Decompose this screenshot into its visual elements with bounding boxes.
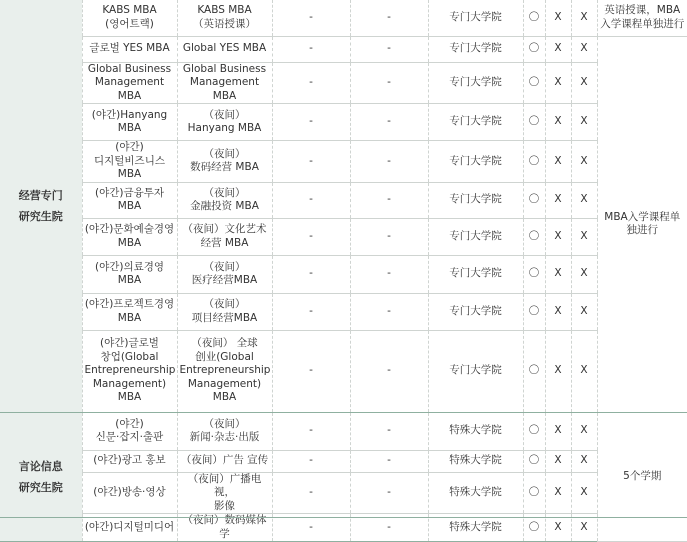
- school-type-text: 专门大学院: [449, 11, 502, 23]
- value-dash-a-text: -: [309, 267, 313, 280]
- value-dash-a-text: -: [309, 364, 313, 377]
- x-mark-1: [545, 450, 571, 472]
- x-mark-1-text: X: [554, 454, 562, 467]
- x-mark-2-text: X: [580, 486, 588, 498]
- x-mark-2-text: X: [580, 154, 588, 167]
- x-mark-2: [571, 330, 597, 412]
- program-name-korean-text: Global Business Management MBA: [87, 62, 172, 102]
- value-dash-a-text: -: [309, 454, 313, 467]
- x-mark-1: [545, 255, 571, 293]
- program-name-chinese: [177, 36, 272, 62]
- school-type-text: 特殊大学院: [449, 424, 502, 437]
- circle-mark-text: 〇: [528, 42, 540, 55]
- table-bottom-border: [0, 517, 687, 518]
- school-type-text: 专门大学院: [449, 154, 502, 167]
- value-dash-b: [350, 293, 428, 330]
- circle-mark: [523, 0, 545, 36]
- program-name-korean: [82, 182, 177, 218]
- x-mark-2-text: X: [580, 364, 588, 377]
- school-type: [428, 62, 523, 104]
- x-mark-1: [545, 293, 571, 330]
- circle-mark-text: 〇: [528, 424, 540, 437]
- circle-mark-text: 〇: [528, 267, 540, 280]
- value-dash-a-text: -: [309, 304, 313, 317]
- x-mark-1-text: X: [554, 364, 562, 377]
- school-type: [428, 218, 523, 255]
- x-mark-1-text: X: [554, 154, 562, 167]
- circle-mark: [523, 450, 545, 472]
- table-row: [0, 141, 687, 183]
- x-mark-2: [571, 450, 597, 472]
- value-dash-b-text: -: [387, 454, 391, 467]
- school-type-text: 专门大学院: [449, 193, 502, 206]
- school-type: [428, 293, 523, 330]
- program-name-chinese-text: （夜间）广播电视， 影像: [187, 472, 262, 512]
- x-mark-2: [571, 104, 597, 141]
- x-mark-2: [571, 472, 597, 514]
- x-mark-1-text: X: [554, 76, 562, 88]
- school-type: [428, 412, 523, 450]
- x-mark-2: [571, 141, 597, 183]
- circle-mark: [523, 412, 545, 450]
- value-dash-b: [350, 412, 428, 450]
- program-name-korean: [82, 330, 177, 412]
- value-dash-a: [272, 182, 350, 218]
- school-type-text: 专门大学院: [449, 115, 502, 128]
- program-name-chinese: [177, 182, 272, 218]
- school-type: [428, 36, 523, 62]
- program-name-chinese: [177, 141, 272, 183]
- program-name-chinese: [177, 450, 272, 472]
- school-name-text: 言论信息 研究生院: [18, 459, 63, 494]
- circle-mark-text: 〇: [528, 364, 540, 377]
- value-dash-b: [350, 104, 428, 141]
- x-mark-2-text: X: [580, 11, 588, 23]
- program-name-korean-text: (야간)광고 홍보: [93, 454, 166, 467]
- remark-cell-text: 5个学期: [623, 470, 662, 482]
- value-dash-b-text: -: [387, 154, 391, 167]
- program-name-korean: [82, 62, 177, 104]
- program-name-chinese: [177, 104, 272, 141]
- value-dash-a-text: -: [309, 520, 313, 533]
- value-dash-b: [350, 182, 428, 218]
- table-row: [0, 218, 687, 255]
- program-name-chinese-text: （夜间） 数码经营 MBA: [190, 147, 259, 174]
- circle-mark-text: 〇: [528, 193, 540, 206]
- value-dash-a-text: -: [309, 154, 313, 167]
- program-name-chinese-text: （夜间）数码媒体学: [182, 514, 267, 540]
- remark-cell-text: 英语授课，MBA 入学课程单独进行: [600, 4, 685, 30]
- program-name-chinese-text: （夜间） 项目经营MBA: [191, 298, 258, 324]
- table-row: [0, 104, 687, 141]
- program-name-korean: [82, 36, 177, 62]
- school-type-text: 专门大学院: [449, 267, 502, 280]
- x-mark-1: [545, 472, 571, 514]
- circle-mark-text: 〇: [528, 304, 540, 317]
- value-dash-a: [272, 0, 350, 36]
- circle-mark: [523, 218, 545, 255]
- x-mark-2-text: X: [580, 76, 588, 88]
- value-dash-a-text: -: [309, 11, 313, 23]
- school-type: [428, 330, 523, 412]
- value-dash-b: [350, 141, 428, 183]
- program-name-chinese-text: Global YES MBA: [182, 42, 267, 55]
- value-dash-a: [272, 218, 350, 255]
- circle-mark-text: 〇: [528, 154, 540, 167]
- program-name-korean-text: (야간)프로젝트경영 MBA: [84, 298, 175, 324]
- value-dash-b-text: -: [387, 424, 391, 437]
- x-mark-2-text: X: [580, 304, 588, 317]
- value-dash-a: [272, 330, 350, 412]
- program-name-chinese-text: （夜间） 金融投资 MBA: [190, 186, 259, 212]
- table-row: [0, 62, 687, 104]
- table-row: [0, 255, 687, 293]
- value-dash-b-text: -: [387, 76, 391, 88]
- x-mark-2-text: X: [580, 42, 588, 55]
- x-mark-1-text: X: [554, 193, 562, 206]
- value-dash-a-text: -: [309, 486, 313, 498]
- program-name-chinese-text: （夜间） 医疗经营MBA: [191, 260, 258, 286]
- value-dash-b: [350, 62, 428, 104]
- school-type: [428, 0, 523, 36]
- program-name-korean-text: (야간) 디지털비즈니스 MBA: [93, 141, 165, 180]
- x-mark-1-text: X: [554, 11, 562, 23]
- x-mark-1: [545, 36, 571, 62]
- value-dash-a: [272, 255, 350, 293]
- value-dash-a: [272, 412, 350, 450]
- circle-mark-text: 〇: [528, 486, 540, 498]
- remark-cell: [597, 412, 687, 542]
- value-dash-b: [350, 36, 428, 62]
- value-dash-a-text: -: [309, 229, 313, 242]
- value-dash-a-text: -: [309, 42, 313, 55]
- value-dash-b: [350, 0, 428, 36]
- program-name-chinese-text: Global Business Management MBA: [182, 62, 267, 102]
- table-row: [0, 450, 687, 472]
- school-name-text: 经营专门 研究生院: [18, 188, 63, 223]
- value-dash-b: [350, 330, 428, 412]
- x-mark-1: [545, 62, 571, 104]
- value-dash-b-text: -: [387, 364, 391, 377]
- program-name-chinese: [177, 255, 272, 293]
- x-mark-2-text: X: [580, 229, 588, 242]
- program-name-chinese: [177, 218, 272, 255]
- school-type: [428, 182, 523, 218]
- program-name-chinese: [177, 62, 272, 104]
- value-dash-b: [350, 218, 428, 255]
- program-name-korean: [82, 141, 177, 183]
- x-mark-1-text: X: [554, 42, 562, 55]
- program-name-chinese-text: （夜间）文化艺术 经营 MBA: [182, 223, 267, 249]
- value-dash-a: [272, 36, 350, 62]
- x-mark-2: [571, 255, 597, 293]
- x-mark-2-text: X: [580, 193, 588, 206]
- program-name-chinese: [177, 330, 272, 412]
- value-dash-b-text: -: [387, 267, 391, 280]
- program-name-korean: [82, 450, 177, 472]
- value-dash-a: [272, 472, 350, 514]
- x-mark-1: [545, 182, 571, 218]
- value-dash-a: [272, 104, 350, 141]
- table-row: [0, 0, 687, 36]
- program-name-chinese: [177, 293, 272, 330]
- circle-mark-text: 〇: [528, 520, 540, 533]
- school-type-text: 专门大学院: [449, 364, 502, 377]
- value-dash-b: [350, 255, 428, 293]
- circle-mark: [523, 104, 545, 141]
- x-mark-2: [571, 36, 597, 62]
- x-mark-1: [545, 141, 571, 183]
- table-row: [0, 472, 687, 514]
- program-name-korean: [82, 104, 177, 141]
- program-name-chinese: [177, 0, 272, 36]
- x-mark-2-text: X: [580, 115, 588, 128]
- school-name: [0, 412, 82, 542]
- x-mark-1-text: X: [554, 304, 562, 317]
- x-mark-1-text: X: [554, 115, 562, 128]
- x-mark-1: [545, 104, 571, 141]
- value-dash-b-text: -: [387, 486, 391, 498]
- circle-mark-text: 〇: [528, 115, 540, 128]
- school-type-text: 特殊大学院: [449, 454, 502, 467]
- program-name-chinese: [177, 472, 272, 514]
- program-name-korean: [82, 218, 177, 255]
- table-row: [0, 330, 687, 412]
- circle-mark-text: 〇: [528, 454, 540, 467]
- x-mark-2: [571, 218, 597, 255]
- circle-mark: [523, 330, 545, 412]
- x-mark-1: [545, 330, 571, 412]
- program-name-korean-text: (야간)글로벌 창업(Global Entrepreneurship Management) MBA: [84, 337, 176, 404]
- circle-mark-text: 〇: [528, 229, 540, 242]
- value-dash-a: [272, 141, 350, 183]
- school-type: [428, 141, 523, 183]
- table-row: [0, 412, 687, 450]
- value-dash-b-text: -: [387, 229, 391, 242]
- program-name-korean-text: (야간)문화예술경영 MBA: [84, 223, 175, 249]
- table-row: [0, 182, 687, 218]
- circle-mark: [523, 36, 545, 62]
- program-name-korean: [82, 472, 177, 514]
- table-row: [0, 36, 687, 62]
- school-type: [428, 472, 523, 514]
- value-dash-b-text: -: [387, 193, 391, 206]
- x-mark-2-text: X: [580, 424, 588, 437]
- circle-mark: [523, 472, 545, 514]
- program-name-korean-text: (야간)디지털미디어: [84, 520, 175, 533]
- x-mark-1-text: X: [554, 229, 562, 242]
- school-type: [428, 450, 523, 472]
- program-name-korean-text: (야간)의료경영 MBA: [94, 260, 165, 286]
- program-name-chinese: [177, 412, 272, 450]
- value-dash-b-text: -: [387, 42, 391, 55]
- value-dash-a-text: -: [309, 76, 313, 88]
- value-dash-a-text: -: [309, 115, 313, 128]
- x-mark-2: [571, 182, 597, 218]
- x-mark-2-text: X: [580, 520, 588, 533]
- x-mark-2: [571, 62, 597, 104]
- x-mark-2: [571, 0, 597, 36]
- value-dash-b: [350, 472, 428, 514]
- program-name-korean: [82, 0, 177, 36]
- school-type: [428, 255, 523, 293]
- circle-mark: [523, 293, 545, 330]
- program-name-chinese-text: （夜间）广告 宣传: [180, 454, 269, 467]
- circle-mark: [523, 141, 545, 183]
- program-name-korean-text: (야간)금융투자 MBA: [94, 186, 165, 212]
- program-name-chinese-text: （夜间） 新闻·杂志·出版: [189, 417, 260, 443]
- program-name-korean: [82, 255, 177, 293]
- value-dash-a-text: -: [309, 193, 313, 206]
- remark-cell-text: MBA入学课程单 独进行: [604, 210, 681, 236]
- school-name: [0, 0, 82, 412]
- x-mark-2-text: X: [580, 454, 588, 467]
- program-name-korean-text: (야간) 신문·잡지·출판: [95, 417, 164, 443]
- program-name-korean: [82, 293, 177, 330]
- value-dash-b-text: -: [387, 520, 391, 533]
- program-name-chinese-text: （夜间） Hanyang MBA: [187, 108, 262, 134]
- value-dash-b-text: -: [387, 115, 391, 128]
- circle-mark-text: 〇: [528, 76, 540, 88]
- value-dash-b: [350, 450, 428, 472]
- value-dash-b-text: -: [387, 304, 391, 317]
- x-mark-2-text: X: [580, 267, 588, 280]
- value-dash-a-text: -: [309, 424, 313, 437]
- program-name-korean: [82, 412, 177, 450]
- circle-mark-text: 〇: [528, 11, 540, 23]
- x-mark-1-text: X: [554, 424, 562, 437]
- x-mark-1-text: X: [554, 520, 562, 533]
- x-mark-1: [545, 412, 571, 450]
- x-mark-2: [571, 412, 597, 450]
- school-type-text: 专门大学院: [449, 229, 502, 242]
- school-type-text: 专门大学院: [449, 76, 502, 88]
- value-dash-a: [272, 62, 350, 104]
- school-type: [428, 104, 523, 141]
- program-name-korean-text: (야간)Hanyang MBA: [91, 108, 168, 134]
- circle-mark: [523, 62, 545, 104]
- value-dash-a: [272, 293, 350, 330]
- program-name-korean-text: 글로벌 YES MBA: [89, 42, 170, 55]
- program-name-chinese-text: KABS MBA （英语授课）: [193, 4, 256, 30]
- value-dash-b-text: -: [387, 11, 391, 23]
- x-mark-1-text: X: [554, 267, 562, 280]
- remark-cell: [597, 36, 687, 412]
- x-mark-1: [545, 218, 571, 255]
- circle-mark: [523, 182, 545, 218]
- school-type-text: 特殊大学院: [449, 486, 502, 498]
- table-row: [0, 293, 687, 330]
- x-mark-1-text: X: [554, 486, 562, 498]
- school-type-text: 专门大学院: [449, 304, 502, 317]
- program-name-chinese-text: （夜间） 全球 创业(Global Entrepreneurship Management) MBA: [179, 337, 271, 404]
- x-mark-2: [571, 293, 597, 330]
- school-type-text: 特殊大学院: [449, 520, 502, 533]
- program-name-korean-text: KABS MBA (영어트랙): [102, 4, 157, 30]
- remark-cell: [597, 0, 687, 36]
- x-mark-1: [545, 0, 571, 36]
- school-type-text: 专门大学院: [449, 42, 502, 55]
- value-dash-a: [272, 450, 350, 472]
- circle-mark: [523, 255, 545, 293]
- program-name-korean-text: (야간)방송·영상: [93, 486, 166, 498]
